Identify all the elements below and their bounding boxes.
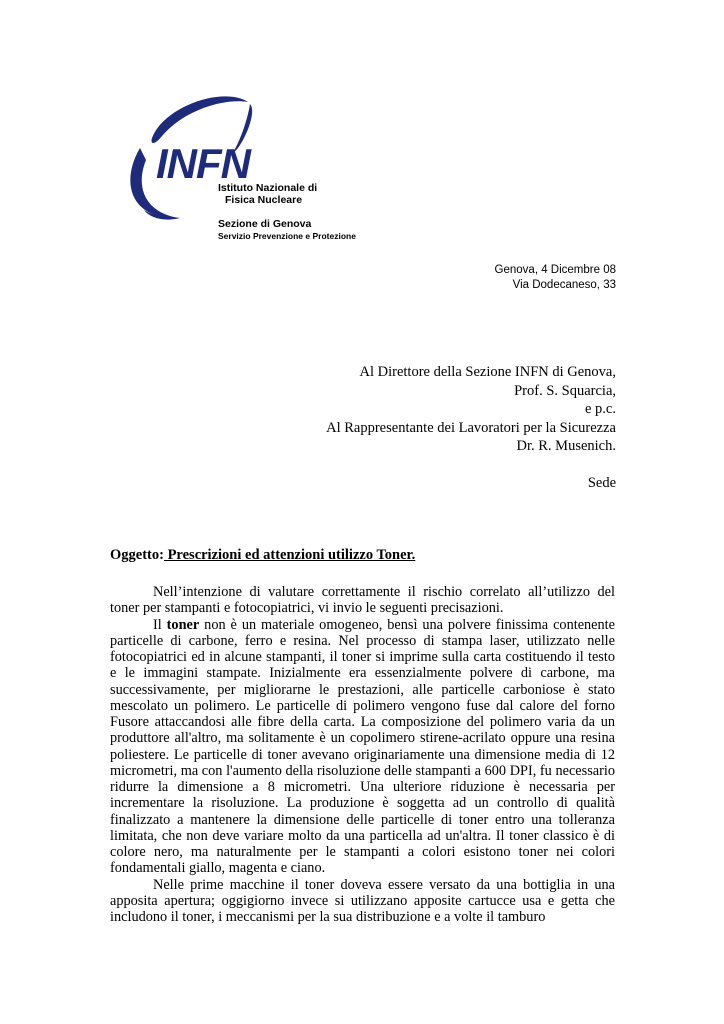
addressee-block <box>326 363 616 493</box>
addressee-line2: Prof. S. Squarcia, <box>514 382 616 399</box>
paragraph-3: Nelle prime macchine il toner doveva essere versato da una bottiglia in una apposita apertura; oggigiorno invece si utilizzano apposite cartucce usa e getta che includono il toner, i meccanismi per la sua distribuzione e a volte il tamburo <box>110 876 615 925</box>
institute-name-line2: Fisica Nucleare <box>225 194 303 206</box>
paragraph-2-prefix: Il <box>153 616 167 633</box>
toner-term: toner <box>166 616 200 633</box>
addressee-line5: Dr. R. Musenich. <box>516 438 616 454</box>
paragraph-1: Nell’intenzione di valutare correttamente il rischio correlato all’utilizzo del toner per stampanti e fotocopiatrici, vi invio le seguenti precisazioni. <box>110 584 615 617</box>
subject-line <box>110 547 415 564</box>
address-line: Via Dodecaneso, 33 <box>512 279 616 291</box>
date-line: Genova, 4 Dicembre 08 <box>494 264 616 276</box>
addressee-sede: Sede <box>587 475 616 491</box>
logo-wordmark: INFN <box>156 140 250 187</box>
addressee-line4: Al Rappresentante dei Lavoratori per la Sicurezza <box>326 419 616 436</box>
paragraph-2-text: non è un materiale omogeneo, bensì una polvere finissima contenente particelle di carbone, ferro e resina. Nel processo di stampa laser, utilizzato nelle fotocopiatrici ed in alcune stampanti, il toner si imprime sulla carta costituendo il testo e le immagini stampate. Inizialmente era essenzialmente polvere di carbone, ma successivamente, per migliorarne le prestazioni, alle particelle carboniose è stato mescolato un polimero. Le particelle di polimero vengono fuse dal calore del forno Fusore attaccandosi alle fibre della carta. La composizione del polimero varia da un produttore all'altro, ma solitamente è un copolimero stirene-acrilato oppure una resina poliestere. Le particelle di toner avevano originariamente una dimensione media di 12 micrometri, ma con l'aumento della risoluzione delle stampanti a 600 DPI, fu necessario ridurre la dimensione a 8 micrometri. Una ulteriore riduzione è necessaria per incrementare la risoluzione. La produzione è soggetta ad un controllo di qualità finalizzato a mantenere la dimensione delle particelle di toner entro una tolleranza limitata, che non deve variare molto da una particella ad un'altra. Il toner classico è di colore nero, ma naturalmente per le stampanti a colori esistono toner nei colori fondamentali giallo, magenta e ciano. <box>110 616 615 877</box>
date-block <box>495 263 616 293</box>
addressee-line3: e p.c. <box>585 401 616 417</box>
paragraph-2 <box>110 617 615 877</box>
subject-label: Oggetto: <box>110 547 164 563</box>
letter-body <box>110 584 615 925</box>
subject-text: Prescrizioni ed attenzioni utilizzo Toner. <box>163 547 416 563</box>
section-name: Sezione di Genova <box>218 218 312 230</box>
institute-name-line1: Istituto Nazionale di <box>218 182 318 194</box>
addressee-line1: Al Direttore della Sezione INFN di Genova, <box>359 364 616 380</box>
service-name: Servizio Prevenzione e Protezione <box>218 231 356 241</box>
